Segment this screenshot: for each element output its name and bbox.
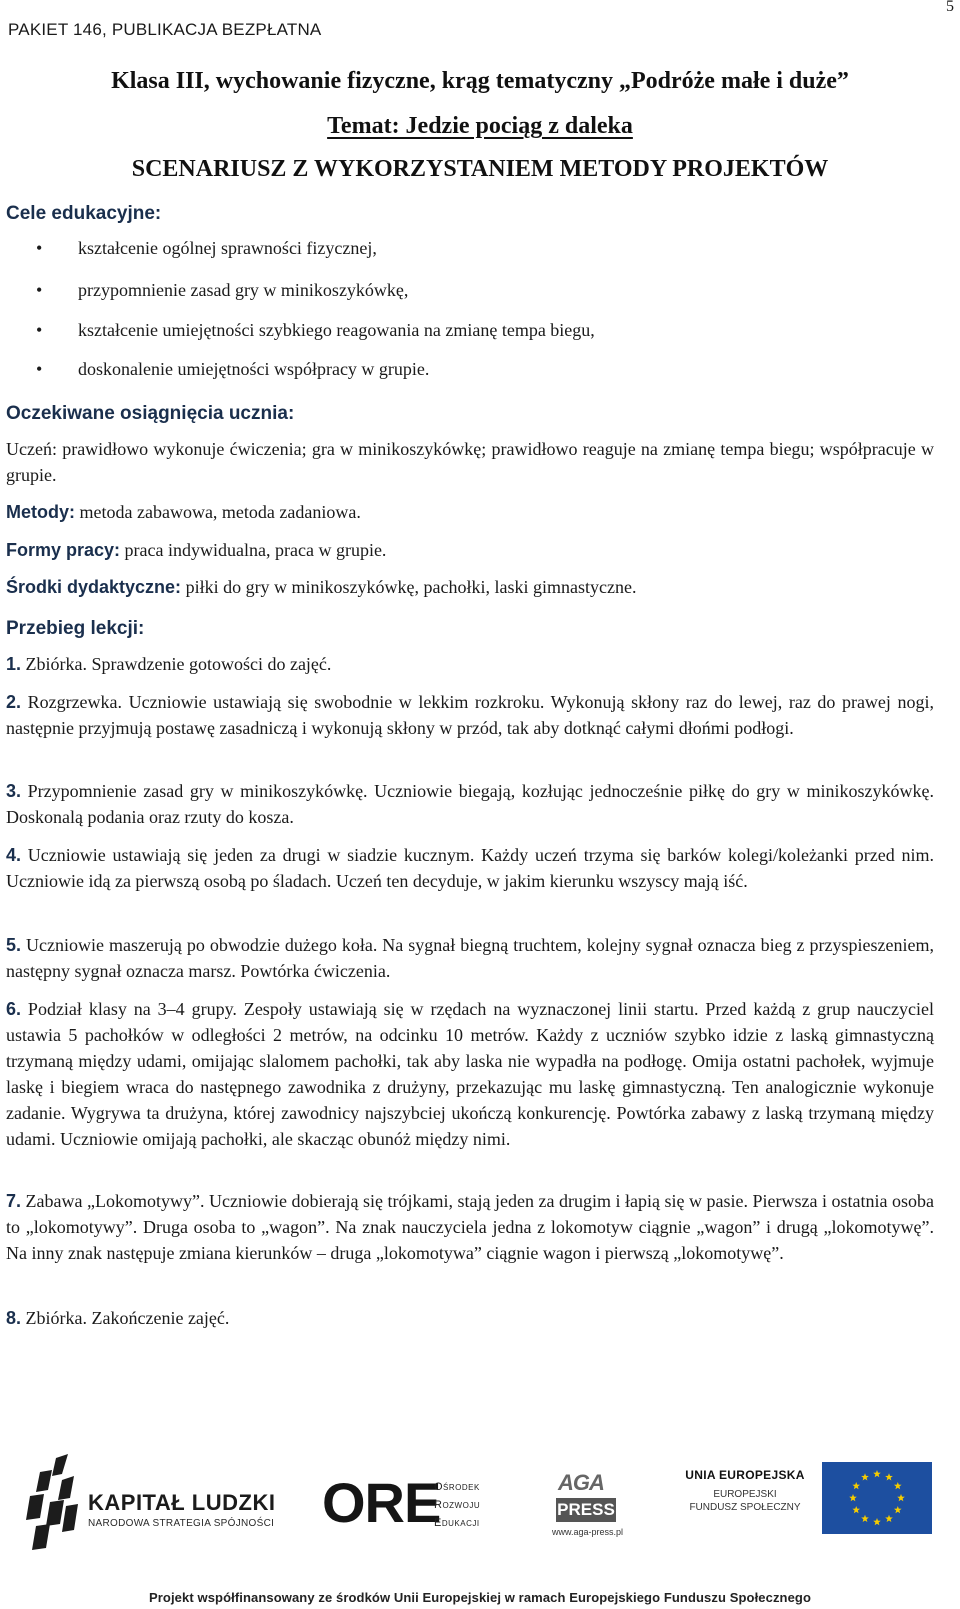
lesson-topic <box>0 113 960 140</box>
header-label: PAKIET 146, PUBLIKACJA BEZPŁATNA <box>8 20 322 39</box>
step-number: 7. <box>6 1191 22 1211</box>
page-number: 5 <box>946 0 954 15</box>
lesson-topic-text: Temat: Jedzie pociąg z daleka <box>327 113 633 139</box>
step-text: Uczniowie ustawiają się jeden za drugi w siadzie kucznym. Każdy uczeń trzyma się barków kolegi/koleżanki przed nim. Uczniowie idą za pierwszą osobą po śladach. Uczeń ten decyduje, w jakim kierunku wszyscy mają iść. <box>6 845 934 891</box>
step-text: Zbiórka. Zakończenie zajęć. <box>21 1308 230 1328</box>
aids-line <box>6 574 934 600</box>
aids-label: Środki dydaktyczne: <box>6 577 182 597</box>
step-number: 5. <box>6 935 22 955</box>
lesson-step <box>6 778 934 830</box>
lesson-step <box>6 651 934 677</box>
aga-press-top: AGA <box>558 1470 604 1495</box>
kapital-ludzki-name: KAPITAŁ LUDZKI <box>88 1490 276 1515</box>
eu-flag-icon <box>822 1462 932 1534</box>
goal-text: kształcenie umiejętności szybkiego reagowania na zmianę tempa biegu, <box>78 320 595 340</box>
eu-title: UNIA EUROPEJSKA <box>685 1468 805 1482</box>
ore-line: Edukacji <box>434 1517 480 1529</box>
eu-logo <box>670 1460 940 1560</box>
goal-text: kształcenie ogólnej sprawności fizycznej, <box>78 238 377 258</box>
forms-line <box>6 537 934 563</box>
kapital-ludzki-mark-icon <box>22 1452 84 1552</box>
lesson-step <box>6 689 934 741</box>
ore-line: Ośrodek <box>434 1481 480 1493</box>
bullet-icon: • <box>36 280 43 300</box>
methods-label: Metody: <box>6 502 75 522</box>
step-text: Zbiórka. Sprawdzenie gotowości do zajęć. <box>21 654 332 674</box>
lesson-step <box>6 1188 934 1266</box>
ore-text <box>434 1478 480 1532</box>
scenario-title: SCENARIUSZ Z WYKORZYSTANIEM METODY PROJEKTÓW <box>131 156 829 182</box>
step-number: 1. <box>6 654 22 674</box>
step-number: 2. <box>6 692 22 712</box>
outcomes-heading: Oczekiwane osiągnięcia ucznia: <box>6 403 295 424</box>
eu-line: FUNDUSZ SPOŁECZNY <box>689 1502 801 1513</box>
lesson-step <box>6 1305 934 1331</box>
goal-text: przypomnienie zasad gry w minikoszykówkę, <box>78 280 409 300</box>
lesson-step <box>6 996 934 1152</box>
eu-subtitle <box>670 1488 820 1514</box>
aga-press-logo <box>552 1470 626 1552</box>
course-heading: Przebieg lekcji: <box>6 618 145 639</box>
aga-press-url: www.aga-press.pl <box>552 1527 624 1537</box>
step-number: 8. <box>6 1308 22 1328</box>
lesson-step <box>6 842 934 894</box>
page-title: Klasa III, wychowanie fizyczne, krąg tematyczny „Podróże małe i duże” <box>111 68 849 94</box>
ore-logo <box>322 1472 502 1542</box>
bullet-icon: • <box>36 320 43 340</box>
aga-press-name: PRESS <box>556 1498 616 1522</box>
step-number: 3. <box>6 781 22 801</box>
aids-text: piłki do gry w minikoszykówkę, pachołki, laski gimnastyczne. <box>181 577 637 597</box>
kapital-ludzki-subtitle: NARODOWA STRATEGIA SPÓJNOŚCI <box>88 1518 275 1529</box>
step-text: Zabawa „Lokomotywy”. Uczniowie dobierają się trójkami, stają jeden za drugim i łapią się w pasie. Pierwsza i ostatnia osoba to „lokomotywy”. Druga osoba to „wagon”. Na znak nauczyciela jedna z lokomotyw ciągnie „wagon” i drugą „lokomotywę”. Na inny znak następuje zmiana kierunków – druga „lokomotywa” ciągnie wagon i pierwszą „lokomotywę”. <box>6 1191 934 1263</box>
bullet-icon: • <box>36 359 43 379</box>
bullet-icon: • <box>36 238 43 258</box>
footer-logos <box>0 1450 960 1609</box>
eu-line: EUROPEJSKI <box>713 1489 777 1500</box>
step-text: Przypomnienie zasad gry w minikoszykówkę. Uczniowie biegają, kozłując jednocześnie piłkę do gry w minikoszykówkę. Doskonalą podania oraz rzuty do kosza. <box>6 781 934 827</box>
forms-text: praca indywidualna, praca w grupie. <box>120 540 387 560</box>
step-number: 6. <box>6 999 22 1019</box>
kapital-ludzki-logo <box>22 1452 280 1552</box>
step-text: Rozgrzewka. Uczniowie ustawiają się swobodnie w lekkim rozkroku. Wykonują skłony raz do lewej, raz do prawej nogi, następnie przyjmują postawę zasadniczą i wykonują skłony w przód, tak aby dotknąć całymi dłońmi podłogi. <box>6 692 934 738</box>
forms-label: Formy pracy: <box>6 540 121 560</box>
methods-line <box>6 499 934 525</box>
ore-line: Rozwoju <box>434 1499 481 1511</box>
step-text: Podział klasy na 3–4 grupy. Zespoły ustawiają się w rzędach na wyznaczonej linii startu. Przed każdą z grup nauczyciel ustawia 5 pachołków w odległości 2 metrów, na odcinku 10 metrów. Każdy z uczniów szybko idzie z laską gimnastyczną trzymaną między udami, omijając slalomem pachołki, tak aby laska nie wypadła na podłogę. Omija ostatni pachołek, wyjmuje laskę i biegiem wraca do następnego zawodnika z drużyny, przekazując mu laskę gimnastyczną. Ten analogicznie wykonuje zadanie. Wygrywa ta drużyna, której zawodnicy najszybciej ukończą konkurencję. Powtórka zabawy z laską trzymaną między udami. Uczniowie omijają pachołki, ale skacząc obunóż między nimi. <box>6 999 934 1149</box>
lesson-step <box>6 932 934 984</box>
goals-heading: Cele edukacyjne: <box>6 203 162 224</box>
outcomes-text: Uczeń: prawidłowo wykonuje ćwiczenia; gra w minikoszykówkę; prawidłowo reaguje na zmianę tempa biegu; współpracuje w grupie. <box>6 439 934 485</box>
ore-mark: ORE <box>322 1471 441 1534</box>
goal-text: doskonalenie umiejętności współpracy w grupie. <box>78 359 430 379</box>
step-number: 4. <box>6 845 22 865</box>
cofinance-note: Projekt współfinansowany ze środków Unii Europejskiej w ramach Europejskiego Funduszu Społecznego <box>149 1590 811 1605</box>
methods-text: metoda zabawowa, metoda zadaniowa. <box>75 502 361 522</box>
step-text: Uczniowie maszerują po obwodzie dużego koła. Na sygnał biegną truchtem, kolejny sygnał oznacza bieg z przyspieszeniem, następny sygnał oznacza marsz. Powtórka ćwiczenia. <box>6 935 934 981</box>
